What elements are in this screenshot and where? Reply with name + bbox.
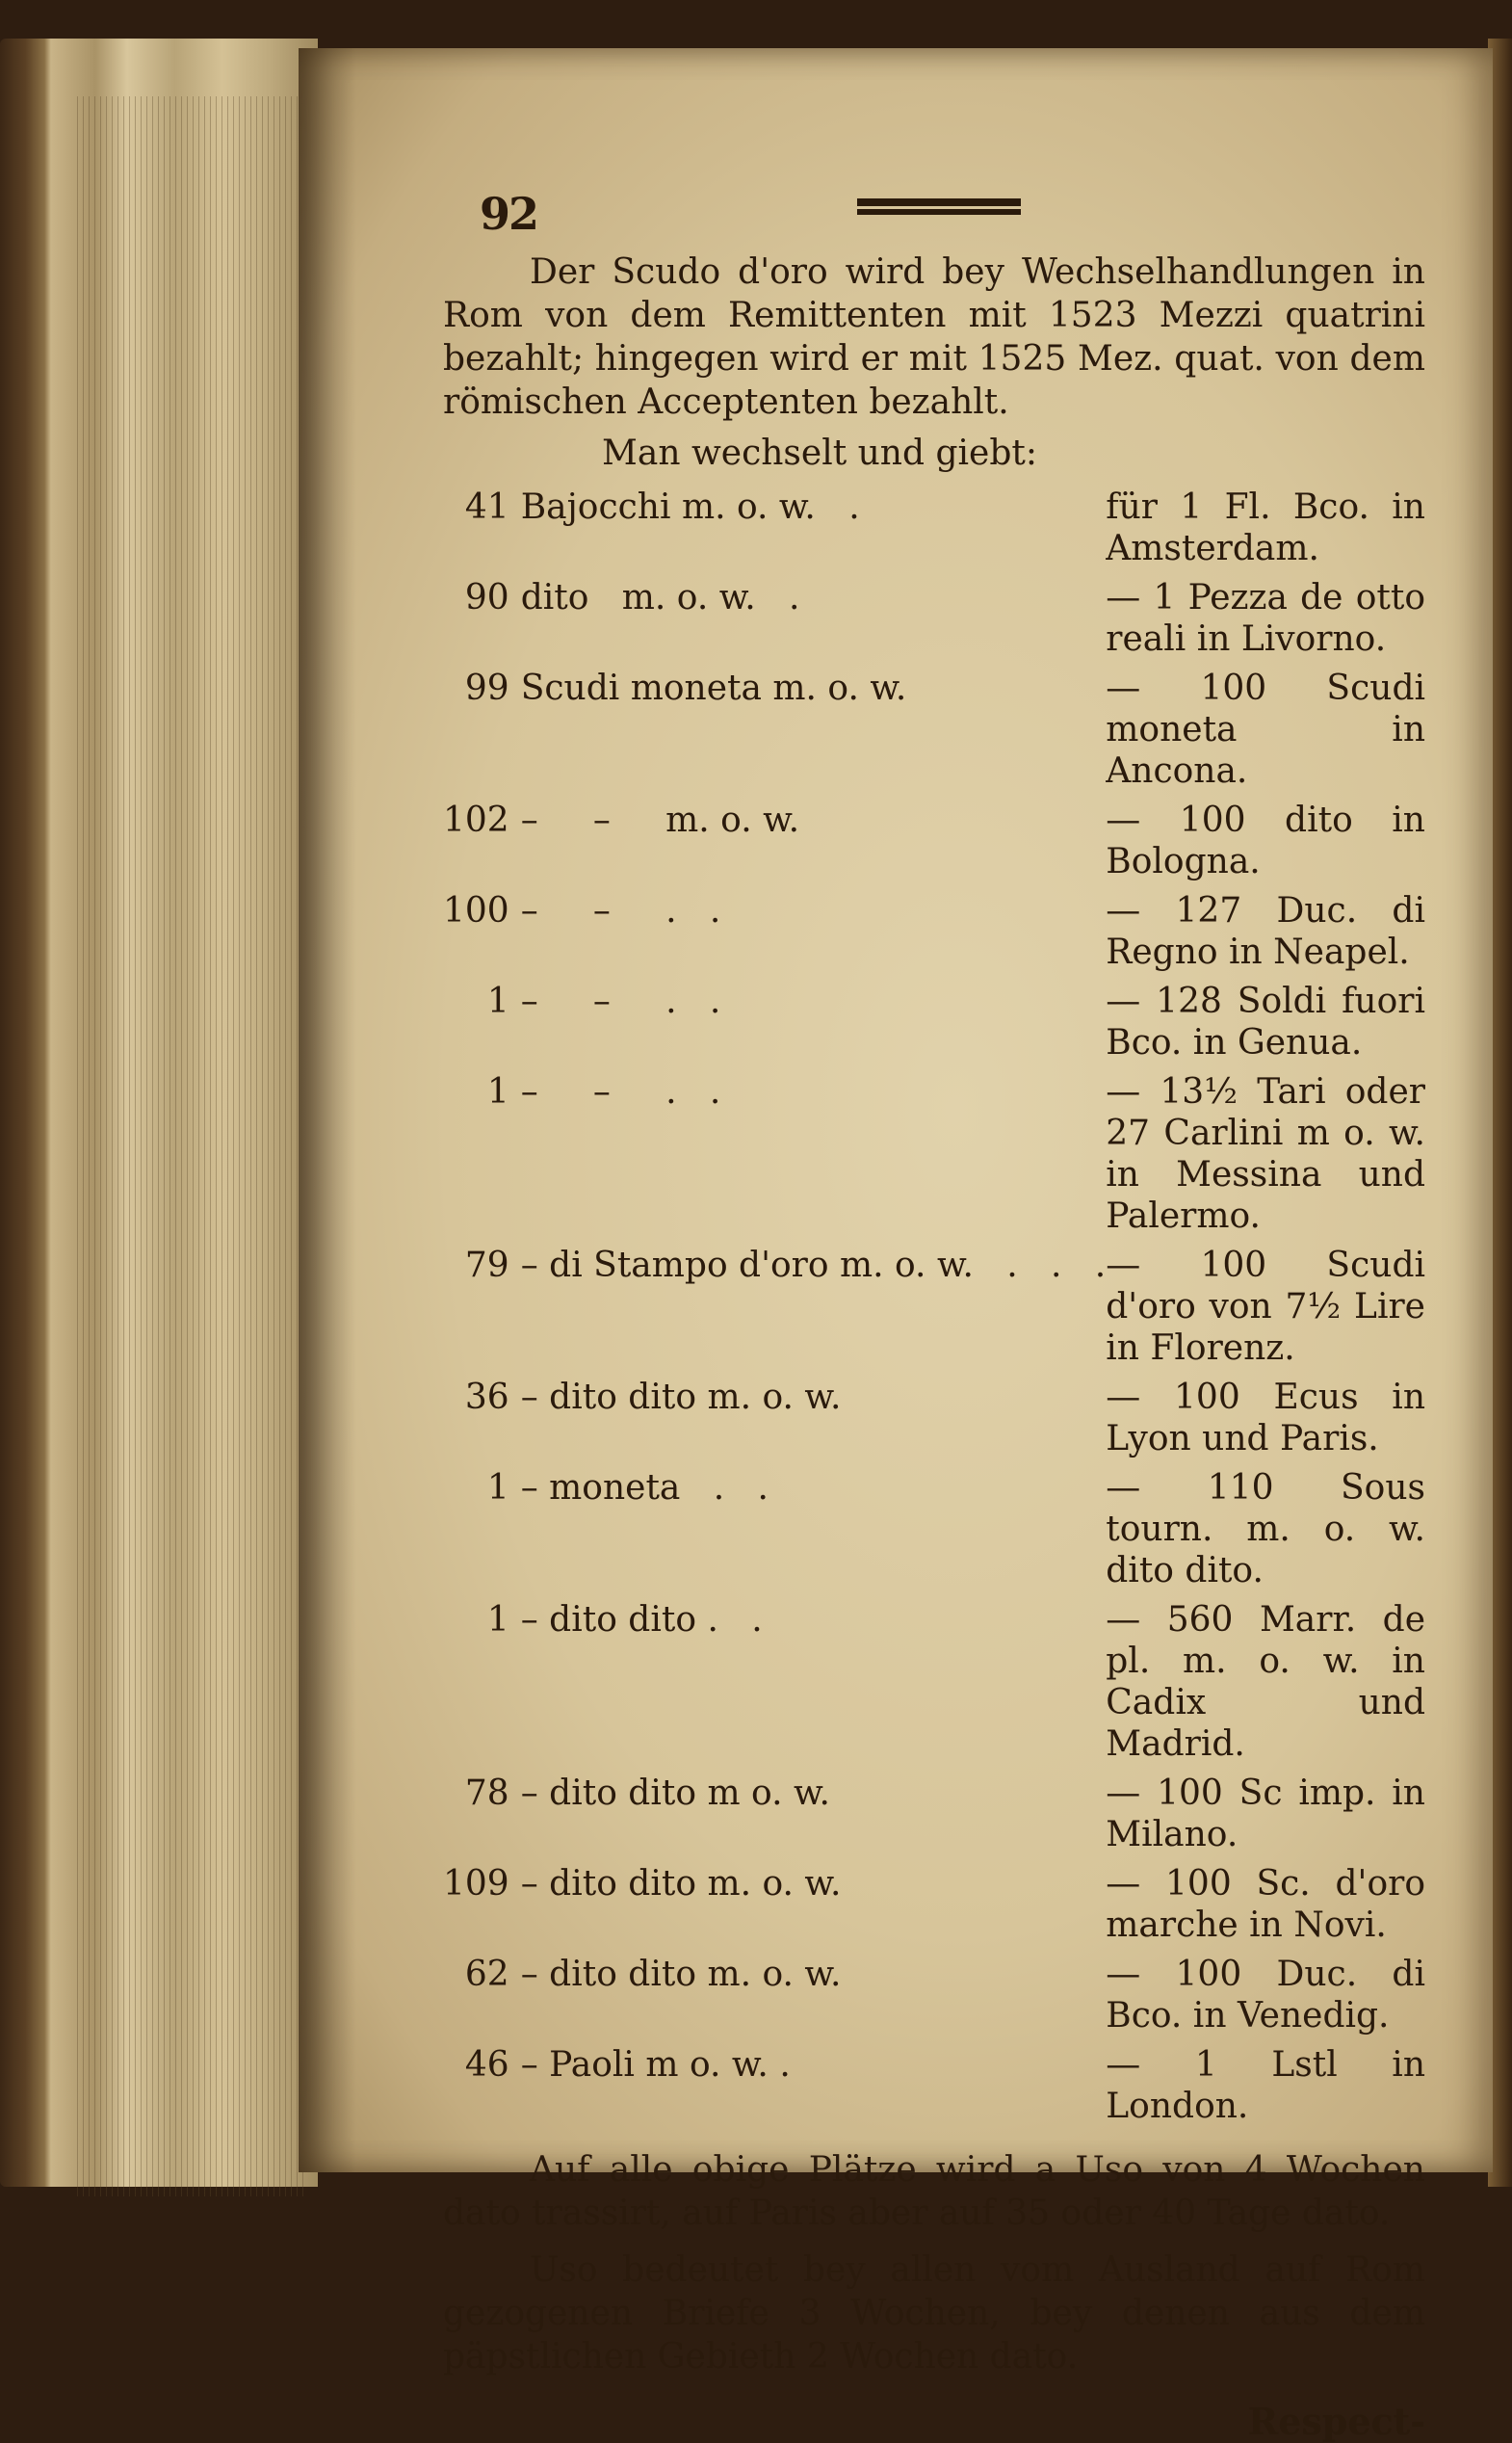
row-gap	[443, 882, 1425, 890]
row-gap	[443, 660, 1425, 668]
table-row	[443, 2044, 1425, 2127]
rate-amount: 46	[464, 2045, 509, 2085]
rate-destination: — 110 Sous tourn. m. o. w. dito dito.	[1106, 1468, 1425, 1590]
rate-amount: 1	[486, 1468, 509, 1508]
row-gap	[443, 1369, 1425, 1377]
table-row	[443, 1954, 1425, 2036]
rate-destination: — 100 Scudi moneta in Ancona.	[1106, 669, 1425, 791]
rate-currency: dito m. o. w. .	[520, 578, 800, 617]
rate-amount: 1	[486, 1600, 509, 1640]
rate-amount: 102	[443, 801, 509, 840]
table-row	[443, 577, 1425, 660]
rate-amount: 78	[464, 1773, 509, 1813]
rate-currency: – moneta . .	[520, 1468, 769, 1508]
rate-destination: — 100 dito in Bologna.	[1106, 801, 1425, 881]
rate-amount: 1	[486, 982, 509, 1021]
catchword: Respect-	[1247, 2400, 1425, 2443]
rate-destination: — 127 Duc. di Regno in Neapel.	[1106, 891, 1425, 972]
table-row	[443, 1599, 1425, 1765]
exchange-rate-table	[443, 486, 1425, 2135]
rate-amount: 41	[464, 487, 509, 527]
rate-destination: — 100 Ecus in Lyon und Paris.	[1106, 1378, 1425, 1458]
rate-destination: — 13½ Tari oder 27 Carlini m o. w. in Messina und Palermo.	[1106, 1072, 1425, 1236]
rate-currency: – – . .	[520, 1072, 721, 1112]
paragraph-scudo: Der Scudo d'oro wird bey Wechselhandlungen in Rom von dem Remittenten mit 1523 Mezzi quatrini bezahlt; hingegen wird er mit 1525 Mez. quat. von dem römischen Acceptenten bezahlt.	[443, 252, 1425, 422]
table-row	[443, 800, 1425, 882]
rate-destination: für 1 Fl. Bco. in Amsterdam.	[1106, 487, 1425, 568]
rate-destination: — 560 Marr. de pl. m. o. w. in Cadix und Madrid.	[1106, 1600, 1425, 1764]
rate-currency: – dito dito m o. w.	[520, 1773, 830, 1813]
rate-currency: – dito dito m. o. w.	[520, 1955, 842, 1994]
rate-amount: 99	[464, 669, 509, 708]
rate-currency: – Paoli m o. w. .	[520, 2045, 791, 2085]
table-row	[443, 1863, 1425, 1946]
row-gap	[443, 973, 1425, 981]
gutter-shadow	[299, 48, 356, 2172]
table-row	[443, 486, 1425, 569]
rate-destination: — 100 Sc imp. in Milano.	[1106, 1773, 1425, 1854]
row-gap	[443, 1855, 1425, 1863]
rate-destination: — 1 Lstl in London.	[1106, 2045, 1425, 2126]
rate-amount: 1	[486, 1072, 509, 1112]
rate-currency: – dito dito m. o. w.	[520, 1378, 842, 1417]
row-gap	[443, 1946, 1425, 1954]
rate-amount: 36	[464, 1378, 509, 1417]
rate-currency: Scudi moneta m. o. w.	[520, 669, 907, 708]
rate-currency: – – m. o. w.	[520, 801, 800, 840]
rate-destination: — 100 Duc. di Bco. in Venedig.	[1106, 1955, 1425, 2036]
page-header	[443, 173, 1425, 250]
row-gap	[443, 1237, 1425, 1245]
table-row	[443, 668, 1425, 792]
page-edges	[77, 96, 308, 2196]
rate-currency: – – . .	[520, 982, 721, 1021]
rate-amount: 90	[464, 578, 509, 617]
page-number: 92	[480, 188, 538, 240]
row-gap	[443, 1765, 1425, 1773]
row-gap	[443, 569, 1425, 577]
table-row	[443, 890, 1425, 973]
table-row	[443, 1377, 1425, 1459]
row-gap	[443, 1591, 1425, 1599]
exchange-intro: Man wechselt und giebt:	[602, 433, 1037, 473]
row-gap	[443, 2127, 1425, 2135]
table-row	[443, 981, 1425, 1064]
rate-amount: 100	[443, 891, 509, 931]
rate-destination: — 100 Sc. d'oro marche in Novi.	[1106, 1864, 1425, 1945]
rate-destination: — 1 Pezza de otto reali in Livorno.	[1106, 578, 1425, 659]
rate-currency: Bajocchi m. o. w. .	[520, 487, 860, 527]
rate-amount: 79	[464, 1246, 509, 1285]
table-row	[443, 1467, 1425, 1591]
table-row	[443, 1245, 1425, 1369]
paragraph-uso-terms: Auf alle obige Plätze wird a Uso von 4 Wochen dato trassirt, auf Paris aber auf 35 oder 40 Tage dato.	[443, 2150, 1425, 2233]
rate-destination: — 100 Scudi d'oro von 7½ Lire in Florenz.	[1106, 1246, 1425, 1368]
row-gap	[443, 2036, 1425, 2044]
paragraph-uso-definition: Uso bedeutet bey allen vom Ausland auf Rom gezogenen Briefe 3 Wochen, bey denen aus dem päpstlichen Gebieth 2 Wochen dato.	[443, 2250, 1425, 2377]
rate-destination: — 128 Soldi fuori Bco. in Genua.	[1106, 982, 1425, 1063]
rate-amount: 109	[443, 1864, 509, 1904]
page-content	[443, 173, 1425, 2443]
table-row	[443, 1773, 1425, 1855]
table-row	[443, 1071, 1425, 1237]
rate-currency: – dito dito m. o. w.	[520, 1864, 842, 1904]
book-page-stack	[0, 39, 318, 2187]
row-gap	[443, 1459, 1425, 1467]
rate-amount: 62	[464, 1955, 509, 1994]
rate-currency: – di Stampo d'oro m. o. w. . . .	[520, 1246, 1107, 1285]
rate-currency: – – . .	[520, 891, 721, 931]
row-gap	[443, 792, 1425, 800]
rate-currency: – dito dito . .	[520, 1600, 763, 1640]
row-gap	[443, 1064, 1425, 1071]
header-ornament-rule	[857, 198, 1021, 209]
